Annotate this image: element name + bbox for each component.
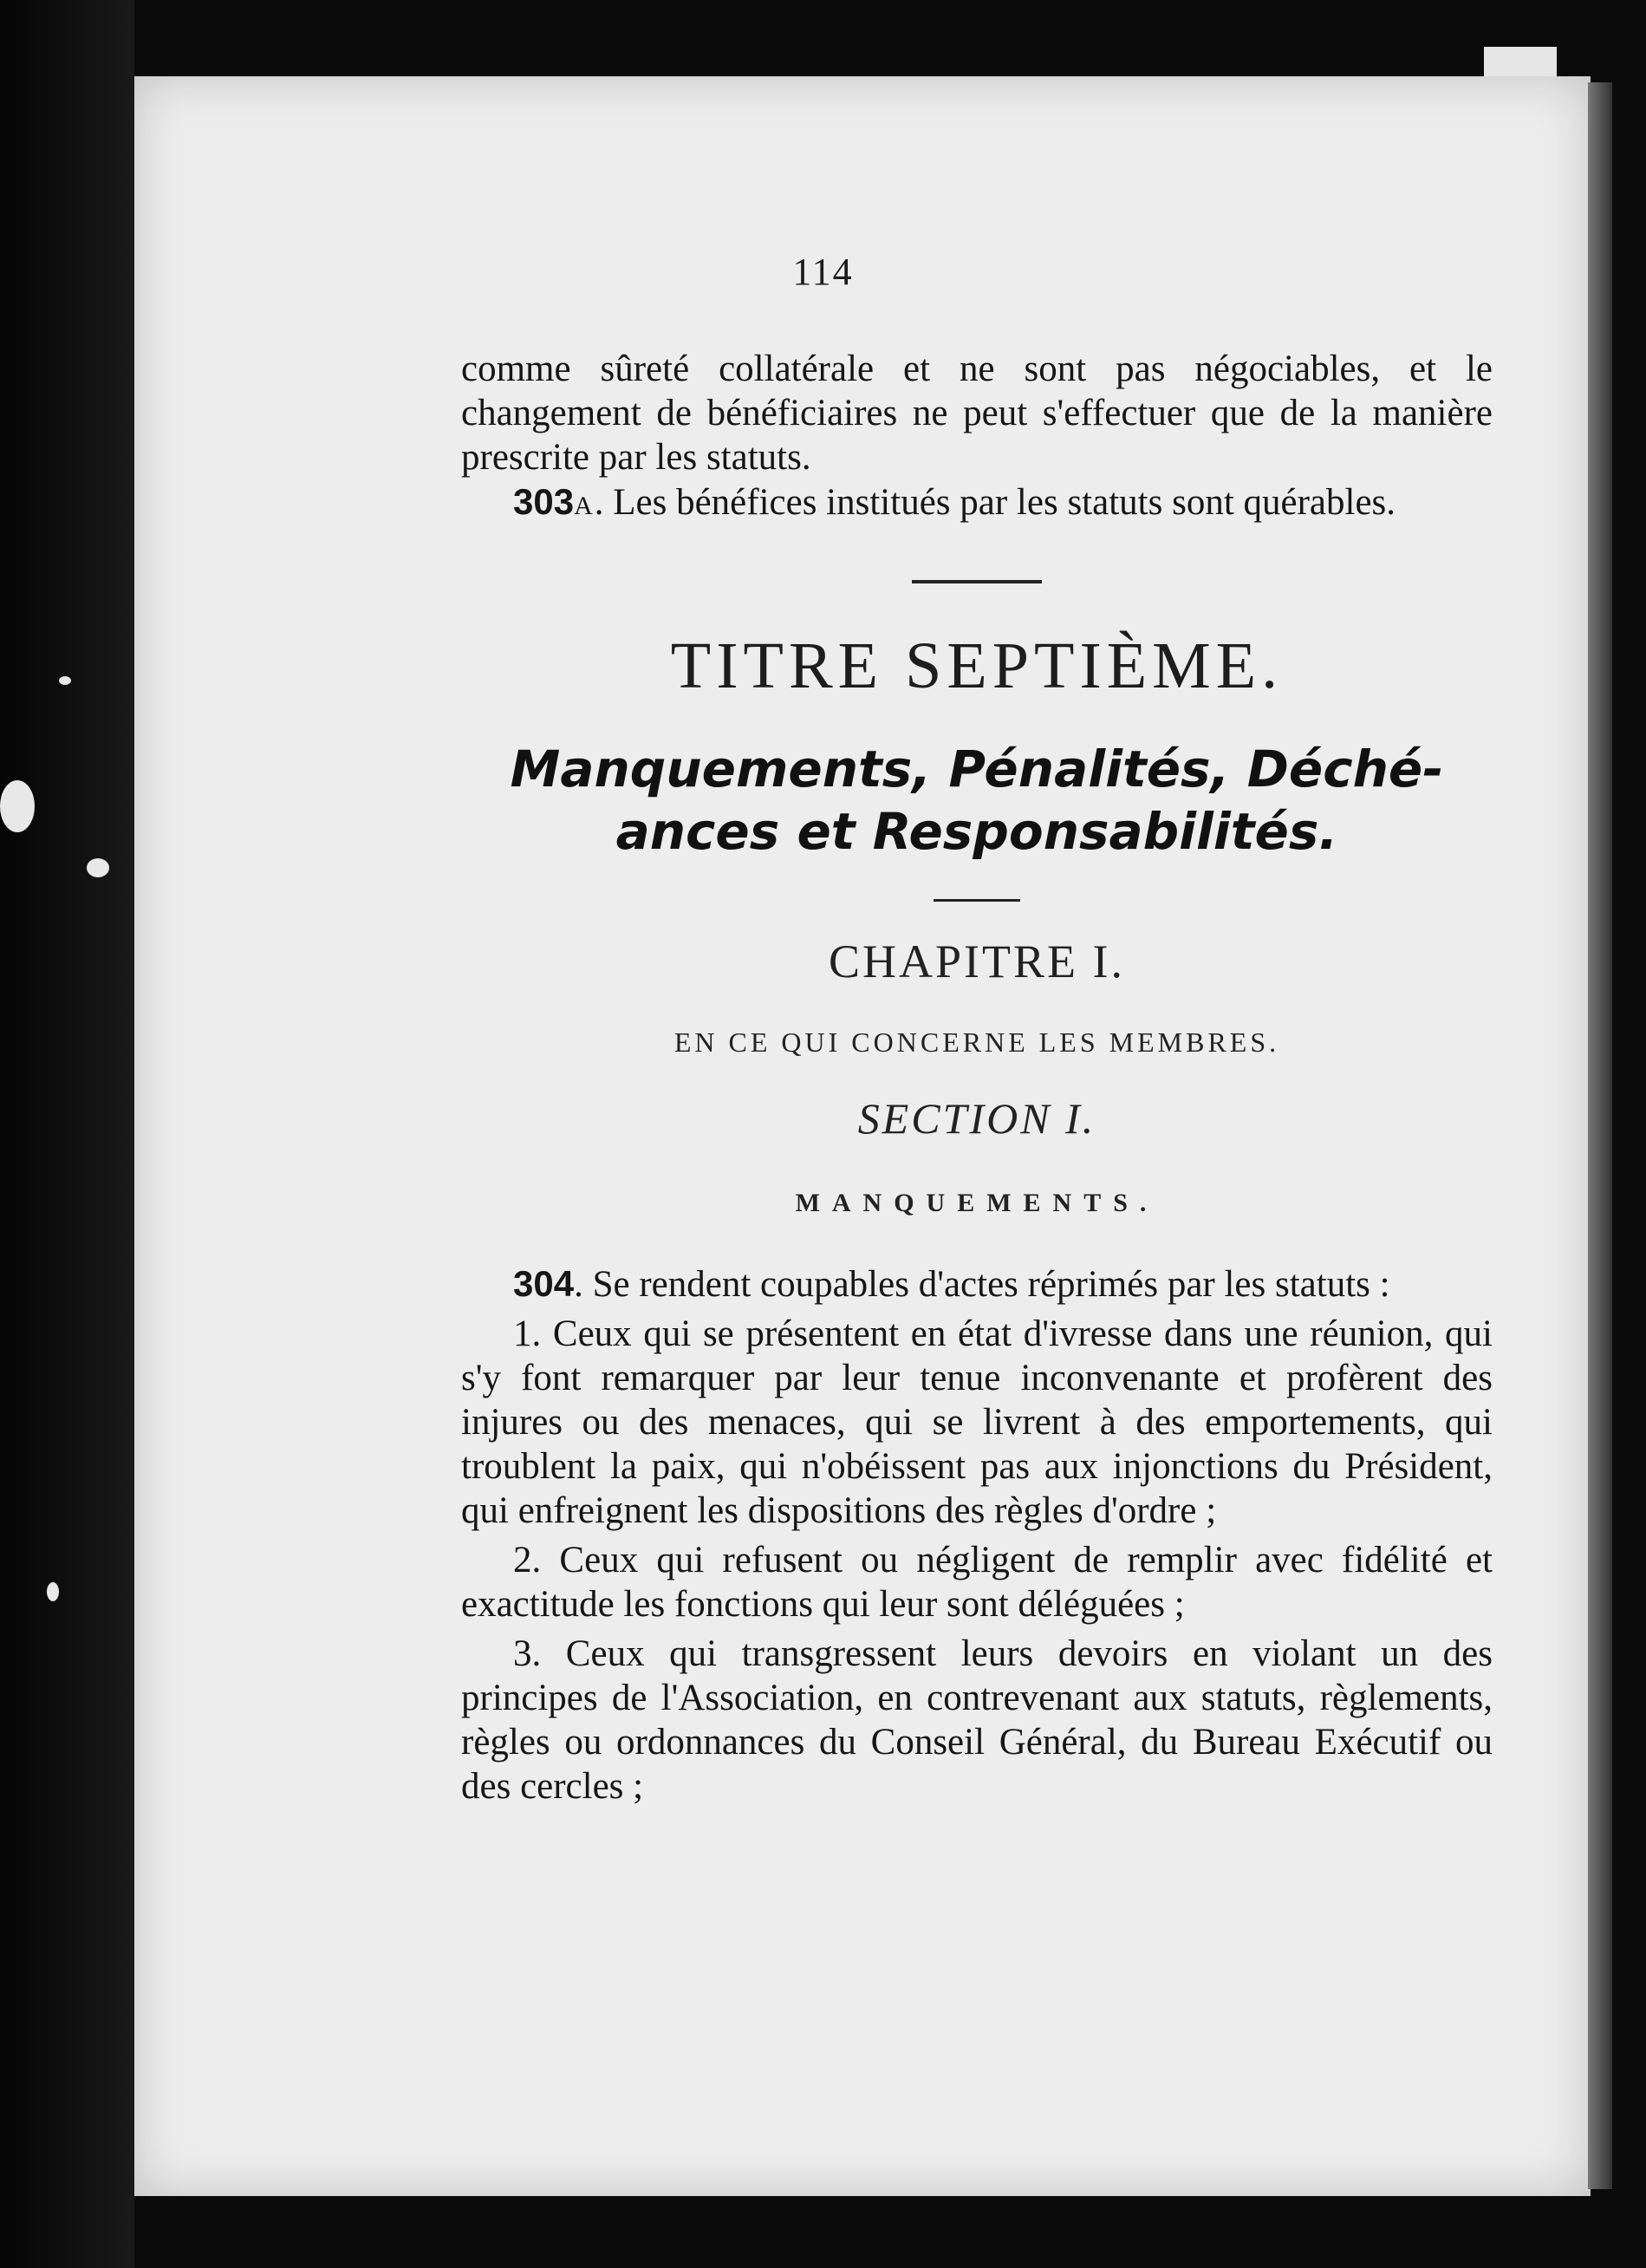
article-304-intro: [461, 1261, 1493, 1307]
chapter-scope-line: EN CE QUI CONCERNE LES MEMBRES.: [673, 1026, 1280, 1058]
titre-subtitle-line-1: Manquements, Pénalités, Déché-: [510, 740, 1444, 798]
list-item-3: 3. Ceux qui transgressent leurs devoirs en violant un des principes de l'Association, en contrevenant aux statuts, règlements, règles ou ordonnances du Conseil Général, du Bureau Exécutif ou des cercles ;: [461, 1633, 1493, 1807]
article-number: 303: [513, 481, 575, 522]
article-text: . Les bénéfices institués par les statuts sont quérables.: [594, 482, 1396, 523]
article-suffix: A: [574, 492, 595, 520]
article-text: . Se rendent coupables d'actes réprimés par les statuts :: [574, 1264, 1390, 1305]
article-303a: [461, 479, 1493, 528]
titre-subtitle-line-2: ances et Responsabilités.: [615, 802, 1338, 861]
dust-speck: [87, 858, 109, 877]
section-divider-rule: [912, 580, 1042, 583]
page-number: 114: [792, 251, 854, 293]
chapitre-heading: CHAPITRE I.: [829, 935, 1125, 987]
list-item-2: 2. Ceux qui refusent ou négligent de remplir avec fidélité et exactitude les fonctions qui leur sont déléguées ;: [461, 1540, 1493, 1625]
dust-speck: [0, 780, 35, 832]
list-item-1: 1. Ceux qui se présentent en état d'ivresse dans une réunion, qui s'y font remarquer par leur tenue inconvenante et profèrent des injures ou des menaces, qui se livrent à des emportements, qui troublent la paix, qui n'obéissent pas aux injonctions du Président, qui enfreignent les dispositions des règles d'ordre ;: [461, 1313, 1493, 1531]
titre-heading: TITRE SEPTIÈME.: [670, 629, 1284, 702]
section-heading: SECTION I.: [857, 1094, 1096, 1143]
chapter-divider-rule: [934, 899, 1020, 902]
section-title: MANQUEMENTS.: [795, 1189, 1159, 1217]
dust-speck: [47, 1582, 59, 1601]
dust-speck: [59, 676, 71, 685]
article-number: 304: [513, 1263, 575, 1304]
continuation-paragraph: comme sûreté collatérale et ne sont pas négociables, et le changement de bénéficiaires ne peut s'effectuer que de la manière prescrite par les statuts.: [461, 349, 1493, 478]
page-spine-edge: [1588, 82, 1612, 2189]
scan-border-left: [0, 0, 134, 2268]
page-body: [461, 347, 1493, 1809]
